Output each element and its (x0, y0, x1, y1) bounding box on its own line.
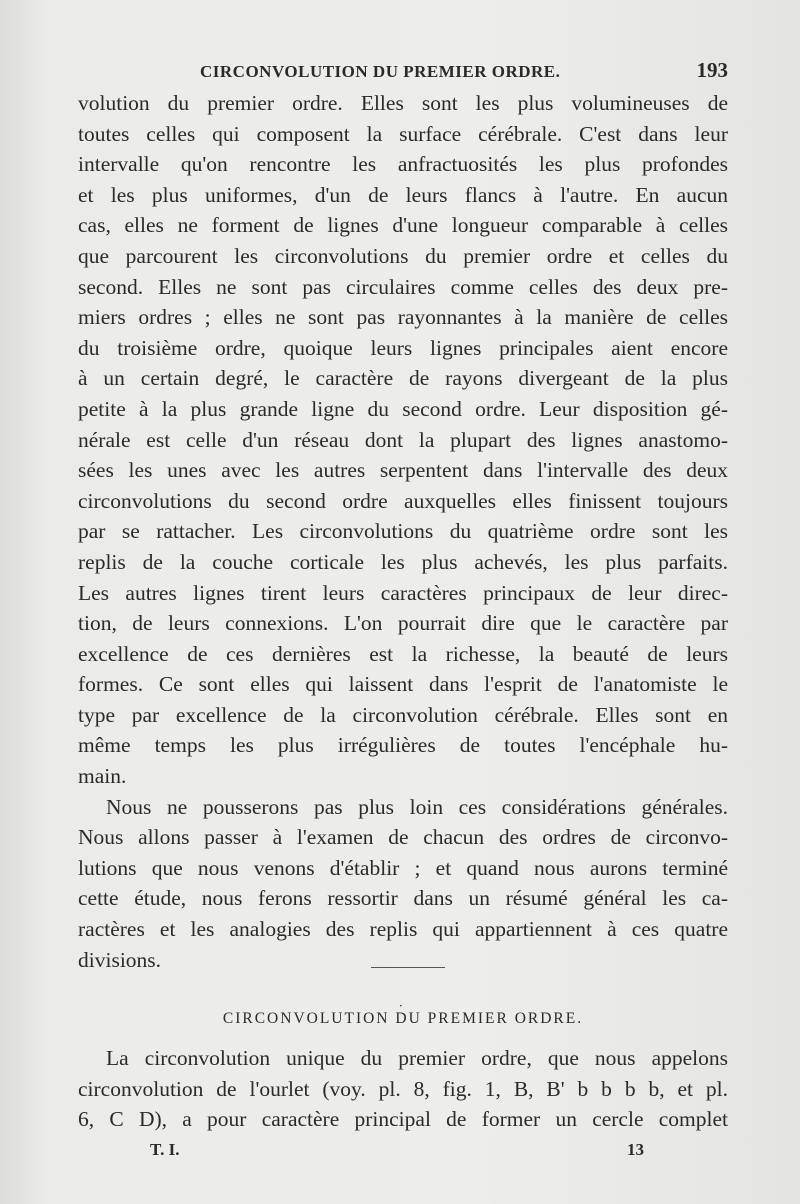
text-line: par se rattacher. Les circonvolutions du quatrième ordre sont les (78, 519, 728, 544)
section-divider (371, 967, 445, 968)
section-text (78, 1043, 728, 1135)
text-line: 6, C D), a pour caractère principal de former un cercle complet (78, 1107, 728, 1132)
text-line: cette étude, nous ferons ressortir dans un résumé général les ca- (78, 886, 728, 911)
text-line: circonvolutions du second ordre auxquelles elles finissent toujours (78, 488, 728, 513)
text-line: divisions. (78, 947, 162, 972)
text-line: à un certain degré, le caractère de rayons divergeant de la plus (78, 366, 728, 391)
section-heading: CIRCONVOLUTION DU PREMIER ORDRE. (222, 1010, 584, 1027)
text-line: toutes celles qui composent la surface cérébrale. C'est dans leur (78, 121, 728, 146)
text-line: La circonvolution unique du premier ordre, que nous appelons (106, 1046, 728, 1070)
divider-dot: · (399, 999, 403, 1013)
running-head (78, 58, 728, 88)
body-text (78, 88, 728, 975)
running-title: CIRCONVOLUTION DU PREMIER ORDRE. (200, 62, 561, 81)
text-line: ractères et les analogies des replis qui appartiennent à ces quatre (78, 917, 728, 942)
text-line: formes. Ce sont elles qui laissent dans l'esprit de l'anatomiste le (78, 672, 728, 697)
text-line: et les plus uniformes, d'un de leurs flancs à l'autre. En aucun (78, 182, 728, 207)
text-line: circonvolution de l'ourlet (voy. pl. 8, fig. 1, B, B' b b b b, et pl. (78, 1076, 728, 1101)
text-line: intervalle qu'on rencontre les anfractuosités les plus profondes (78, 152, 728, 177)
text-line: excellence de ces dernières est la richesse, la beauté de leurs (78, 641, 728, 666)
signature-mark: T. I. (150, 1140, 180, 1159)
text-line: Nous ne pousserons pas plus loin ces considérations générales. (106, 794, 728, 819)
text-line: cas, elles ne forment de lignes d'une longueur comparable à celles (78, 213, 728, 238)
text-line: sées les unes avec les autres serpentent dans l'intervalle des deux (78, 458, 728, 483)
sheet-number: 13 (627, 1140, 644, 1159)
page-number: 193 (696, 58, 728, 82)
text-line: second. Elles ne sont pas circulaires comme celles des deux pre- (78, 274, 728, 299)
text-line: du troisième ordre, quoique leurs lignes principales aient encore (78, 335, 728, 360)
text-line: que parcourent les circonvolutions du premier ordre et celles du (78, 243, 728, 268)
text-line: volution du premier ordre. Elles sont les plus volumineuses de (78, 91, 728, 115)
text-line: même temps les plus irrégulières de toutes l'encéphale hu- (78, 733, 728, 758)
text-line: replis de la couche corticale les plus achevés, les plus parfaits. (78, 549, 728, 574)
text-line: miers ordres ; elles ne sont pas rayonnantes à la manière de celles (78, 305, 728, 330)
text-line: main. (78, 764, 127, 789)
text-line: petite à la plus grande ligne du second ordre. Leur disposition gé- (78, 396, 728, 421)
text-line: Les autres lignes tirent leurs caractères principaux de leur direc- (78, 580, 728, 605)
text-line: lutions que nous venons d'établir ; et quand nous aurons terminé (78, 855, 728, 880)
text-line: nérale est celle d'un réseau dont la plupart des lignes anastomo- (78, 427, 728, 452)
text-line: tion, de leurs connexions. L'on pourrait dire que le caractère par (78, 611, 728, 636)
page-footer (150, 1140, 650, 1164)
text-line: type par excellence de la circonvolution cérébrale. Elles sont en (78, 702, 728, 727)
text-line: Nous allons passer à l'examen de chacun des ordres de circonvo- (78, 825, 728, 850)
